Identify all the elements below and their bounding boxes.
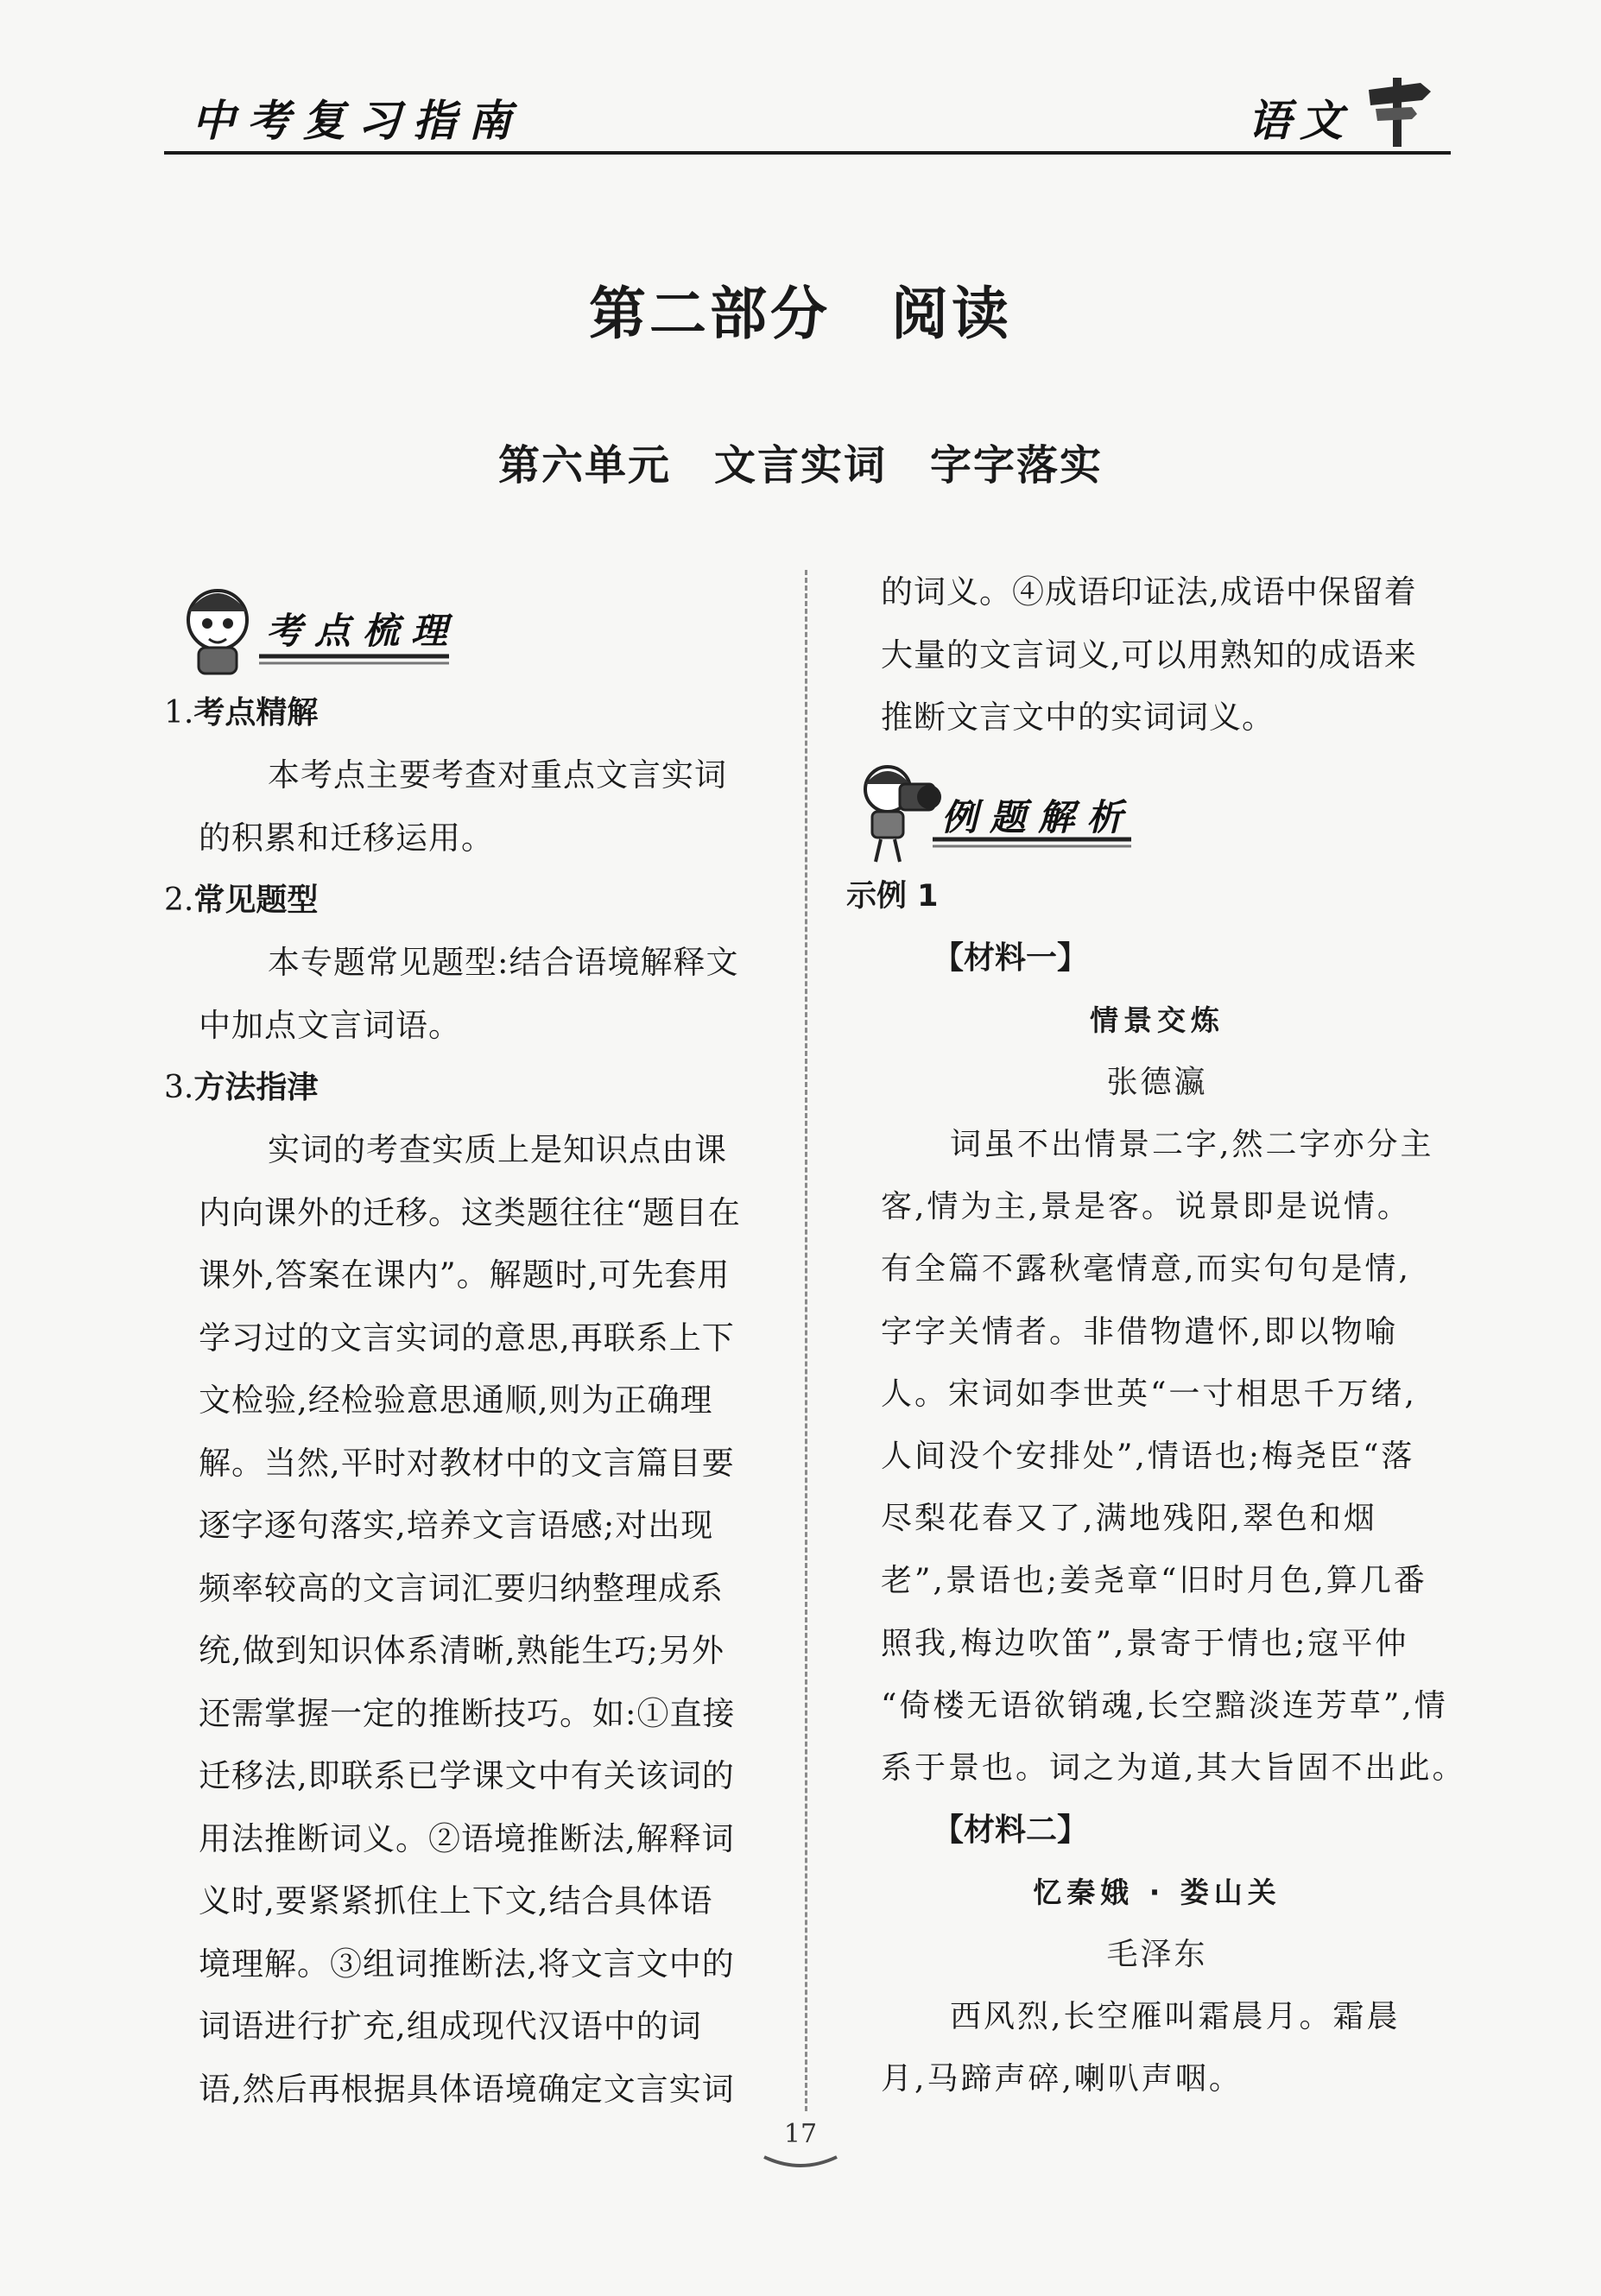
example-label: 示例 1 bbox=[846, 878, 939, 914]
page-number-text: 17 bbox=[783, 2119, 818, 2149]
section-banner-key-points bbox=[164, 570, 777, 682]
heading-3 bbox=[164, 1057, 777, 1119]
heading-1-number: 1. bbox=[164, 695, 194, 731]
material-1-label: 【材料一】 bbox=[933, 940, 1089, 976]
header-rule bbox=[164, 151, 1451, 155]
paragraph-line: 的词义。④成语印证法,成语中保留着 bbox=[881, 573, 1417, 610]
paragraph-line: 逐字逐句落实,培养文言语感;对出现 bbox=[199, 1507, 714, 1544]
classical-text-line: 系于景也。词之为道,其大旨固不出此。 bbox=[881, 1750, 1466, 1787]
subject-label: 语文 bbox=[1248, 96, 1351, 146]
paragraph-line: 统,做到知识体系清晰,熟能生巧;另外 bbox=[199, 1632, 725, 1669]
classical-text-line: 词虽不出情景二字,然二字亦分主 bbox=[950, 1127, 1434, 1162]
paragraph-line: 义时,要紧紧抓住上下文,结合具体语 bbox=[199, 1882, 713, 1920]
classical-text-line: 字字关情者。非借物遣怀,即以物喻 bbox=[881, 1313, 1399, 1350]
column-divider bbox=[805, 570, 807, 2111]
material-1-title: 情景交炼 bbox=[1090, 1003, 1224, 1037]
paragraph-line: 学习过的文言实词的意思,再联系上下 bbox=[199, 1319, 735, 1357]
paragraph-line: 本考点主要考查对重点文言实词 bbox=[268, 756, 727, 794]
paragraph-line: 还需掌握一定的推断技巧。如:①直接 bbox=[199, 1694, 736, 1732]
material-2-title: 忆秦娥 · 娄山关 bbox=[1033, 1875, 1281, 1910]
left-column bbox=[164, 570, 777, 2121]
material-2-author: 毛泽东 bbox=[1106, 1937, 1208, 1973]
book-title: 中考复习指南 bbox=[192, 96, 523, 146]
classical-text-line: 尽梨花春又了,满地残阳,翠色和烟 bbox=[881, 1501, 1377, 1537]
signpost-icon bbox=[1360, 71, 1438, 149]
page-number-ornament bbox=[757, 2152, 844, 2171]
paragraph-line: 实词的考查实质上是知识点由课 bbox=[268, 1131, 727, 1168]
classical-text-line: 人。宋词如李世英“一寸相思千万绪, bbox=[881, 1376, 1417, 1412]
paragraph-line: 境理解。③组词推断法,将文言文中的 bbox=[199, 1945, 735, 1983]
classical-text-line: 客,情为主,景是客。说景即是说情。 bbox=[881, 1189, 1411, 1225]
unit-title: 第六单元 文言实词 字字落实 bbox=[497, 441, 1103, 490]
paragraph-line: 的积累和迁移运用。 bbox=[199, 819, 494, 857]
paragraph-line: 大量的文言词义,可以用熟知的成语来 bbox=[881, 636, 1417, 674]
material-2-label: 【材料二】 bbox=[933, 1812, 1089, 1849]
heading-3-title: 方法指津 bbox=[193, 1070, 319, 1105]
heading-1-title: 考点精解 bbox=[193, 695, 319, 731]
banner-key-points-label: 考点梳理 bbox=[266, 610, 460, 652]
paragraph-line: 词语进行扩充,组成现代汉语中的词 bbox=[199, 2008, 702, 2045]
heading-1 bbox=[164, 682, 777, 744]
classical-text-line: 人间没个安排处”,情语也;梅尧臣“落 bbox=[881, 1439, 1415, 1475]
heading-2 bbox=[164, 870, 777, 932]
part-title: 第二部分 阅读 bbox=[589, 281, 1012, 347]
classical-text-line: “倚楼无语欲销魂,长空黯淡连芳草”,情 bbox=[881, 1687, 1448, 1724]
classical-text-line: 照我,梅边吹笛”,景寄于情也;寇平仲 bbox=[881, 1625, 1409, 1661]
banner-examples-label: 例题解析 bbox=[941, 795, 1136, 838]
paragraph-line: 中加点文言词语。 bbox=[199, 1006, 461, 1044]
paragraph-line: 内向课外的迁移。这类题往往“题目在 bbox=[199, 1193, 741, 1231]
material-1-author: 张德瀛 bbox=[1106, 1065, 1208, 1100]
classical-text-line: 老”,景语也;姜尧章“旧时月色,算几番 bbox=[881, 1563, 1427, 1599]
paragraph-line: 语,然后再根据具体语境确定文言实词 bbox=[199, 2070, 735, 2108]
heading-2-number: 2. bbox=[164, 882, 194, 918]
paragraph-line: 课外,答案在课内”。解题时,可先套用 bbox=[199, 1256, 731, 1293]
paragraph-line: 文检验,经检验意思通顺,则为正确理 bbox=[199, 1382, 713, 1419]
section-banner-examples bbox=[846, 755, 1468, 865]
paragraph-line: 本专题常见题型:结合语境解释文 bbox=[268, 944, 739, 981]
paragraph-line: 迁移法,即联系已学课文中有关该词的 bbox=[199, 1757, 735, 1794]
poem-line: 月,马蹄声碎,喇叭声咽。 bbox=[881, 2061, 1243, 2097]
paragraph-line: 频率较高的文言词汇要归纳整理成系 bbox=[199, 1569, 724, 1607]
heading-3-number: 3. bbox=[164, 1070, 194, 1105]
paragraph-line: 解。当然,平时对教材中的文言篇目要 bbox=[199, 1444, 735, 1482]
classical-text-line: 有全篇不露秋毫情意,而实句句是情, bbox=[881, 1251, 1411, 1287]
poem-line: 西风烈,长空雁叫霜晨月。霜晨 bbox=[950, 1999, 1401, 2035]
page-number bbox=[757, 2117, 844, 2169]
heading-2-title: 常见题型 bbox=[193, 882, 319, 918]
right-column bbox=[846, 561, 1468, 2111]
paragraph-line: 推断文言文中的实词词义。 bbox=[881, 699, 1275, 736]
paragraph-line: 用法推断词义。②语境推断法,解释词 bbox=[199, 1819, 735, 1857]
